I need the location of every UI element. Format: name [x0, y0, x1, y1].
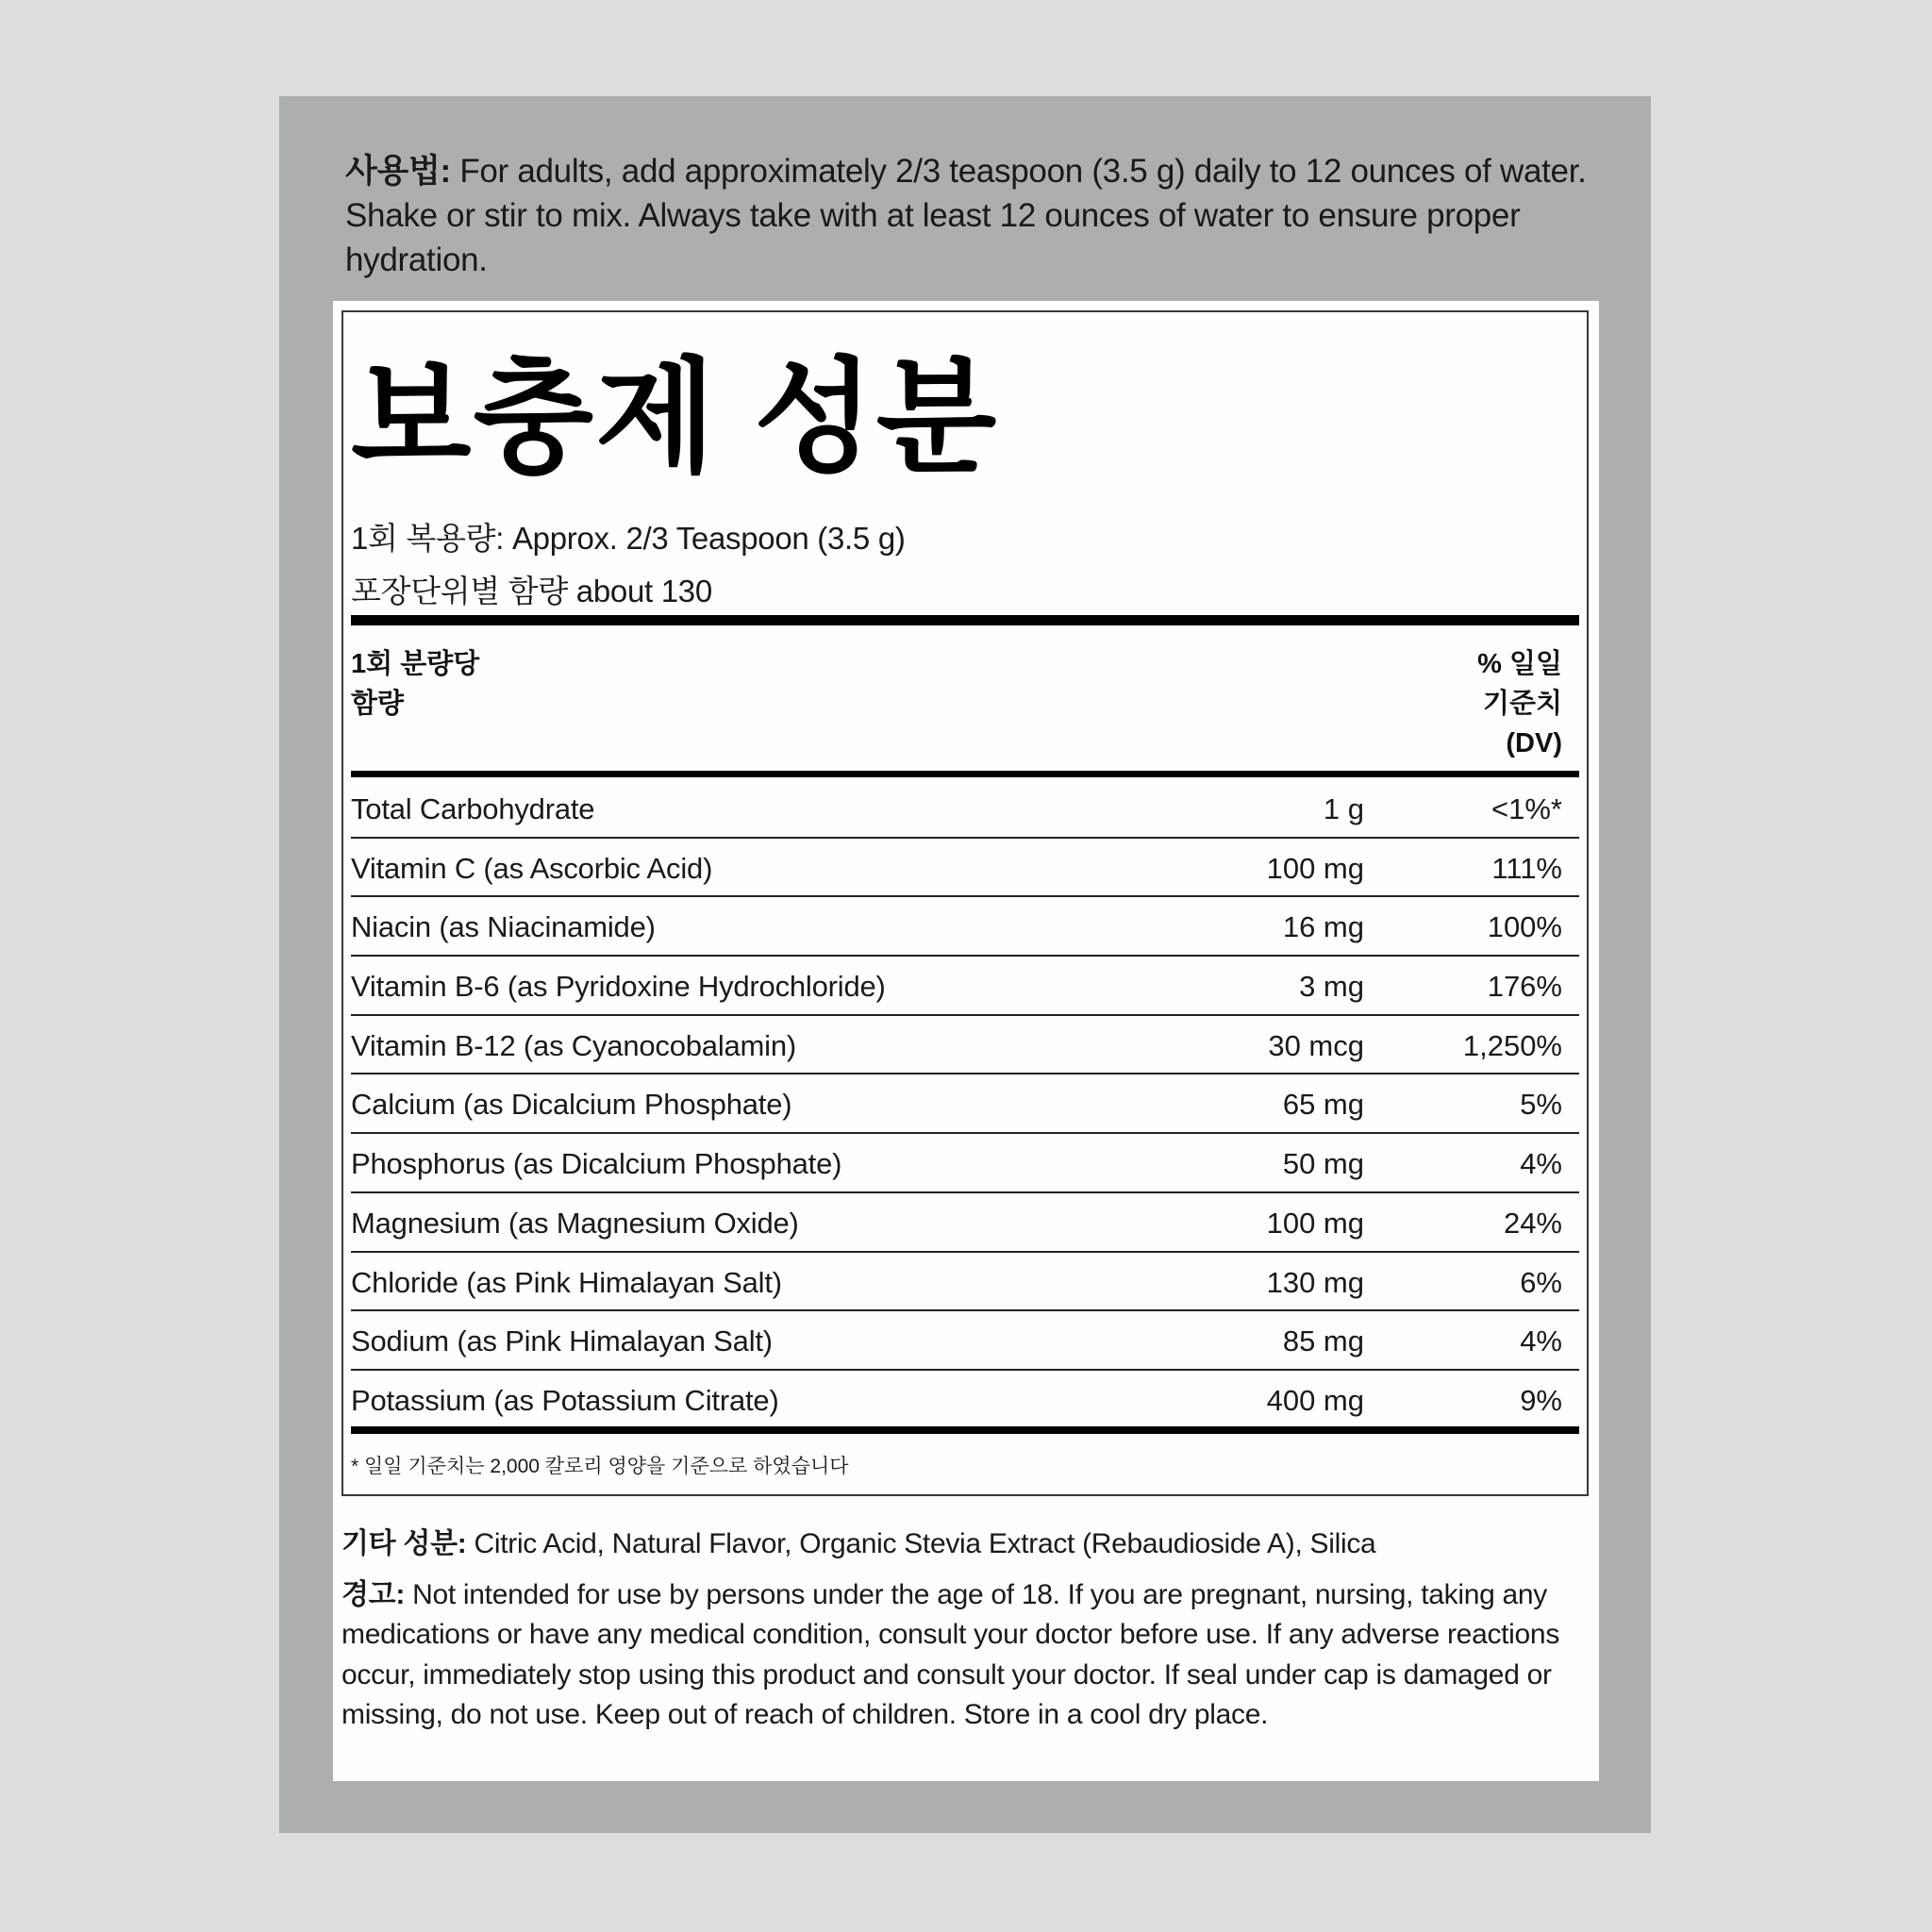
table-row: [351, 957, 1579, 1016]
warning-body: Not intended for use by persons under the age of 18. If you are pregnant, nursing, taking any medications or have any medical condition, consult your doctor before use. If any adverse reactions occur, immediately stop using this product and consult your doctor. If seal under cap is damaged or missing, do not use. Keep out of reach of children. Store in a cool dry place.: [341, 1579, 1560, 1731]
nutrient-dv: 5%: [1520, 1088, 1562, 1122]
directions-text: [345, 149, 1591, 282]
nutrient-amount: 400 mg: [1266, 1383, 1364, 1417]
nutrient-name: Calcium (as Dicalcium Phosphate): [351, 1088, 792, 1122]
other-ingredients-text: Citric Acid, Natural Flavor, Organic Stevia Extract (Rebaudioside A), Silica: [466, 1528, 1376, 1559]
nutrient-name: Vitamin B-6 (as Pyridoxine Hydrochloride): [351, 970, 886, 1004]
other-ingredients: [341, 1520, 1375, 1561]
nutrient-amount: 1 g: [1323, 792, 1364, 825]
table-row: [351, 1193, 1579, 1253]
nutrient-dv: 9%: [1520, 1383, 1562, 1417]
table-row: [351, 897, 1579, 957]
nutrient-amount: 100 mg: [1266, 851, 1364, 885]
table-row: [351, 1311, 1579, 1371]
amount-per-serving-header: [351, 644, 479, 724]
header-left-line2: 함량: [351, 689, 405, 719]
nutrient-name: Total Carbohydrate: [351, 792, 595, 825]
nutrient-dv: 4%: [1520, 1324, 1562, 1358]
nutrient-amount: 16 mg: [1282, 910, 1364, 944]
nutrient-amount: 30 mcg: [1268, 1028, 1364, 1062]
nutrient-amount: 3 mg: [1299, 970, 1364, 1004]
table-row: [351, 1134, 1579, 1193]
thick-divider-bottom: [351, 1426, 1579, 1434]
nutrient-name: Niacin (as Niacinamide): [351, 910, 656, 944]
thick-divider-top: [351, 615, 1579, 625]
nutrient-amount: 50 mg: [1282, 1147, 1364, 1181]
table-row: [351, 839, 1579, 898]
nutrient-name: Phosphorus (as Dicalcium Phosphate): [351, 1147, 842, 1181]
nutrient-name: Vitamin C (as Ascorbic Acid): [351, 851, 713, 885]
header-right-line3: (DV): [1506, 728, 1562, 758]
warning-text: [341, 1575, 1568, 1736]
nutrient-amount: 65 mg: [1282, 1088, 1364, 1122]
nutrient-dv: 111%: [1491, 851, 1562, 885]
nutrient-name: Magnesium (as Magnesium Oxide): [351, 1206, 799, 1240]
header-right-line1: % 일일: [1477, 649, 1562, 679]
directions-label: 사용법:: [345, 153, 451, 190]
nutrient-dv: 100%: [1487, 910, 1562, 944]
table-row: [351, 779, 1579, 839]
serving-size: 1회 복용량: Approx. 2/3 Teaspoon (3.5 g): [351, 521, 906, 556]
nutrient-table: [351, 779, 1579, 1430]
nutrient-name: Potassium (as Potassium Citrate): [351, 1383, 779, 1417]
nutrient-dv: 176%: [1487, 970, 1562, 1004]
nutrient-name: Chloride (as Pink Himalayan Salt): [351, 1265, 782, 1299]
table-row: [351, 1253, 1579, 1312]
thick-divider-header: [351, 771, 1579, 777]
daily-value-footnote: * 일일 기준치는 2,000 칼로리 영양을 기준으로 하였습니다: [351, 1456, 849, 1477]
daily-value-header: [1477, 644, 1562, 763]
nutrient-amount: 85 mg: [1282, 1324, 1364, 1358]
table-row: [351, 1016, 1579, 1075]
nutrient-dv: 24%: [1503, 1206, 1562, 1240]
nutrient-dv: <1%*: [1491, 792, 1562, 825]
header-left-line1: 1회 분량당: [351, 649, 480, 679]
header-right-line2: 기준치: [1482, 689, 1562, 719]
servings-per-container: 포장단위별 함량 about 130: [351, 574, 712, 608]
table-row: [351, 1074, 1579, 1134]
warning-label: 경고:: [341, 1579, 406, 1610]
nutrient-name: Sodium (as Pink Himalayan Salt): [351, 1324, 773, 1358]
nutrient-amount: 100 mg: [1266, 1206, 1364, 1240]
table-row: [351, 1371, 1579, 1430]
other-ingredients-label: 기타 성분:: [341, 1528, 467, 1559]
nutrient-name: Vitamin B-12 (as Cyanocobalamin): [351, 1028, 797, 1062]
nutrient-amount: 130 mg: [1266, 1265, 1364, 1299]
nutrient-dv: 6%: [1520, 1265, 1562, 1299]
facts-title: 보충제 성분: [351, 348, 999, 487]
nutrient-dv: 1,250%: [1462, 1028, 1562, 1062]
nutrient-dv: 4%: [1520, 1147, 1562, 1181]
directions-body: For adults, add approximately 2/3 teaspoon (3.5 g) daily to 12 ounces of water. Shake or stir to mix. Always take with at least 12 ounces of water to ensure proper hydration.: [345, 153, 1587, 278]
